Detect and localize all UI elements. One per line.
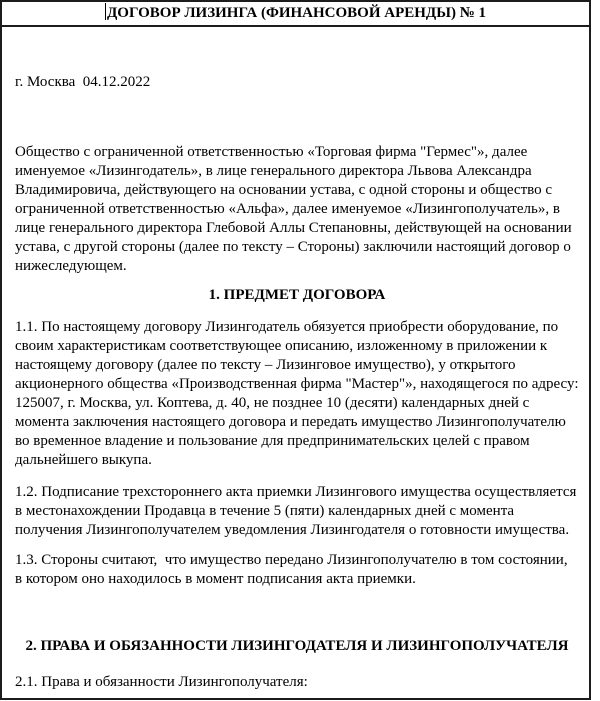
section-1-heading[interactable]: 1. ПРЕДМЕТ ДОГОВОРА [208, 287, 386, 303]
preamble-paragraph[interactable]: Общество с ограниченной ответственностью «Торговая фирма "Гермес"», далее именуемое «Лизингодатель», в лице генерального директора Львова Александра Владимировича, действующего на основании устава, с одной стороны и общество с ограниченной ответственностью «Альфа», далее именуемое «Лизингополучатель», в лице генерального директора Глебовой Аллы Степановны, действующей на основании устава, с другой стороны (далее по тексту – Стороны) заключили настоящий договор о нижеследующем. [15, 144, 576, 274]
section-2-heading[interactable]: 2. ПРАВА И ОБЯЗАННОСТИ ЛИЗИНГОДАТЕЛЯ И ЛИЗИНГОПОЛУЧАТЕЛЯ [25, 638, 569, 654]
clause-2-1[interactable]: 2.1. Права и обязанности Лизингополучателя: [15, 674, 308, 690]
document-body[interactable] [2, 73, 589, 692]
document-title[interactable]: ДОГОВОР ЛИЗИНГА (ФИНАНСОВОЙ АРЕНДЫ) № 1 [106, 5, 487, 21]
document-header [2, 2, 589, 27]
clause-1-2[interactable]: 1.2. Подписание трехстороннего акта приемки Лизингового имущества осуществляется в местонахождении Продавца в течение 5 (пяти) календарных дней с момента получения Лизингополучателем уведомления Лизингодателя о готовности имущества. [15, 484, 581, 538]
clause-1-1[interactable]: 1.1. По настоящему договору Лизингодатель обязуется приобрести оборудование, по своим характеристикам соответствующее описанию, изложенному в приложении к настоящему договору (далее по тексту – Лизинговое имущество), у открытого акционерного общества «Производственная фирма "Мастер"», находящегося по адресу: 125007, г. Москва, ул. Коптева, д. 40, не позднее 10 (десяти) календарных дней с момента заключения настоящего договора и передать имущество Лизингополучателю во временное владение и пользование для предпринимательских целей с правом дальнейшего выкупа. [15, 319, 583, 468]
place-date-line[interactable]: г. Москва 04.12.2022 [15, 74, 151, 90]
text-caret [105, 3, 106, 20]
clause-1-3[interactable]: 1.3. Стороны считают, что имущество передано Лизингополучателю в том состоянии, в котором оно находилось в момент подписания акта приемки. [15, 552, 576, 587]
